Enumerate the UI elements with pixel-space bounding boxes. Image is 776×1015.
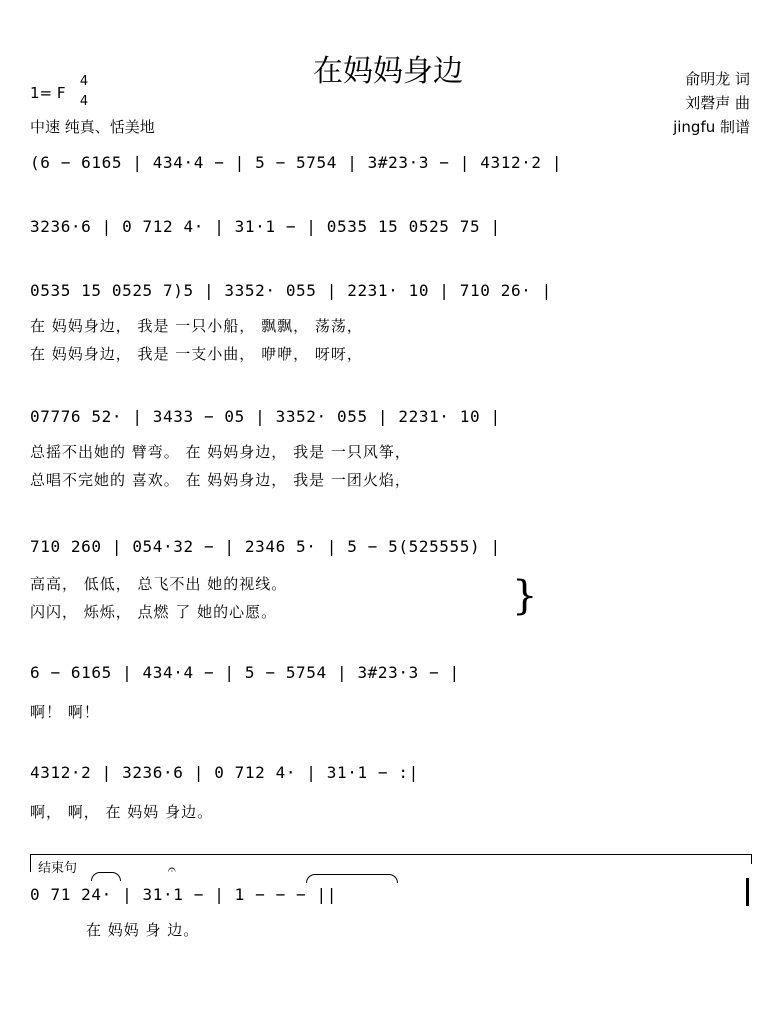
score-row-5-notes: 710 260 | 054·32 − | 2346 5· | 5 − 5(525555) | bbox=[30, 537, 501, 556]
engraver-credit: jingfu 制谱 bbox=[673, 118, 750, 136]
verse-brace: } bbox=[512, 573, 538, 619]
ending-box-top-line bbox=[30, 854, 752, 855]
final-barline bbox=[746, 878, 749, 906]
score-row-5-lyrics-verse2: 闪闪， 烁烁， 点燃 了 她的心愿。 bbox=[30, 603, 278, 621]
ending-box-left-edge bbox=[30, 854, 31, 872]
composer-credit: 刘磬声 曲 bbox=[685, 94, 750, 112]
time-signature-top: 4 bbox=[79, 74, 89, 89]
ending-label: 结束句 bbox=[38, 861, 78, 876]
time-signature-bottom: 4 bbox=[79, 94, 89, 109]
key-signature: 1= F bbox=[30, 84, 66, 102]
ending-lyrics: 在 妈妈 身 边。 bbox=[86, 921, 200, 939]
score-row-4-notes: 07776 52· | 3433 − 05 | 3352· 055 | 2231· 10 | bbox=[30, 407, 501, 426]
score-row-1-notes: (6 − 6165 | 434·4 − | 5 − 5754 | 3#23·3 − | 4312·2 | bbox=[30, 153, 563, 172]
score-row-7-lyrics: 啊， 啊， 在 妈妈 身边。 bbox=[30, 803, 214, 821]
lyricist-credit: 俞明龙 词 bbox=[685, 70, 750, 88]
score-row-4-lyrics-verse1: 总摇不出她的 臂弯。 在 妈妈身边， 我是 一只风筝， bbox=[30, 443, 411, 461]
ending-box-right-edge bbox=[751, 854, 752, 864]
score-row-5-lyrics-verse1: 高高， 低低， 总飞不出 她的视线。 bbox=[30, 575, 288, 593]
score-row-6-lyrics: 啊！ 啊！ bbox=[30, 703, 100, 721]
tempo-marking: 中速 纯真、恬美地 bbox=[30, 118, 155, 136]
score-row-7-notes: 4312·2 | 3236·6 | 0 712 4· | 31·1 − :| bbox=[30, 763, 419, 782]
score-row-3-lyrics-verse2: 在 妈妈身边， 我是 一支小曲， 咿咿， 呀呀， bbox=[30, 345, 363, 363]
score-row-6-notes: 6 − 6165 | 434·4 − | 5 − 5754 | 3#23·3 − | bbox=[30, 663, 460, 682]
fermata-icon: 𝄐 bbox=[168, 862, 176, 878]
score-row-3-notes: 0535 15 0525 7)5 | 3352· 055 | 2231· 10 | 710 26· | bbox=[30, 281, 552, 300]
score-row-4-lyrics-verse2: 总唱不完她的 喜欢。 在 妈妈身边， 我是 一团火焰， bbox=[30, 471, 411, 489]
score-row-2-notes: 3236·6 | 0 712 4· | 31·1 − | 0535 15 0525 75 | bbox=[30, 217, 501, 236]
ending-notes: 0 71 24· | 31·1 − | 1 − − − || bbox=[30, 885, 337, 904]
page-title: 在妈妈身边 bbox=[313, 54, 463, 89]
score-row-3-lyrics-verse1: 在 妈妈身边， 我是 一只小船， 飘飘， 荡荡， bbox=[30, 317, 363, 335]
